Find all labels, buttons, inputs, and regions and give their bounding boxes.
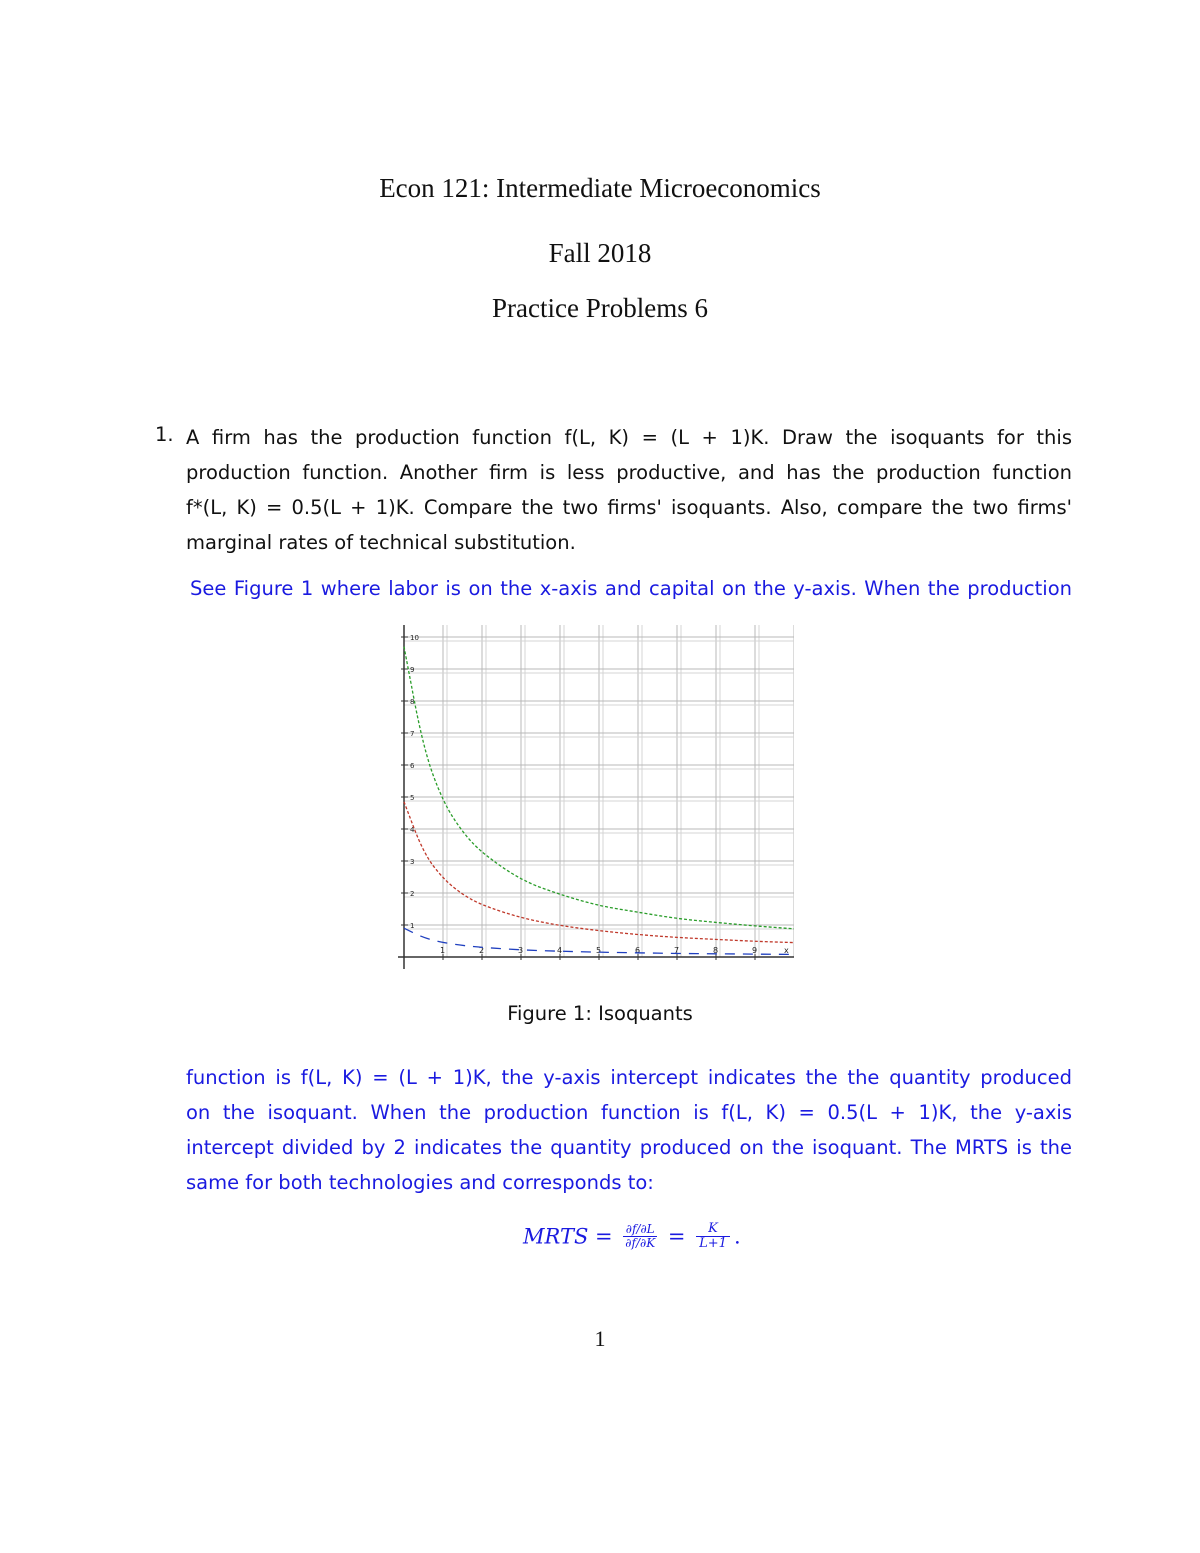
problem-line: A firm has the production function f(L, K) = (L + 1)K. Draw the isoquants for this bbox=[186, 426, 1072, 449]
x-tick-label: 4 bbox=[557, 946, 563, 955]
answer-line: intercept divided by 2 indicates the quantity produced on the isoquant. The MRTS is the bbox=[186, 1136, 1072, 1159]
mrts-equation: MRTS = $\frac{\partial f/\partial L}{\partial f/\partial K}$ = $\frac{K}{L+1}$ . bbox=[523, 1221, 741, 1251]
equation-num2: K bbox=[696, 1222, 730, 1237]
answer-lead bbox=[190, 571, 1072, 606]
equation-num1: ∂f/∂L bbox=[623, 1223, 657, 1237]
page-number: 1 bbox=[594, 1326, 606, 1351]
answer-line: function is f(L, K) = (L + 1)K, the y-axis intercept indicates the the quantity produced bbox=[186, 1066, 1072, 1089]
document-title: Practice Problems 6 bbox=[492, 293, 708, 323]
answer-line: See Figure 1 where labor is on the x-axis and capital on the y-axis. When the production bbox=[190, 577, 1072, 600]
y-tick-label: 4 bbox=[410, 826, 415, 834]
x-tick-label: 3 bbox=[518, 946, 524, 955]
y-tick-label: 9 bbox=[410, 666, 415, 674]
isoquant-chart bbox=[398, 625, 794, 969]
y-tick-label: 1 bbox=[410, 922, 415, 930]
y-tick-label: 8 bbox=[410, 698, 415, 706]
figure-caption: Figure 1: Isoquants bbox=[507, 1002, 693, 1025]
x-tick-label: 7 bbox=[674, 946, 680, 955]
y-tick-label: 7 bbox=[410, 730, 415, 738]
equation-den2: L+1 bbox=[699, 1236, 727, 1251]
y-tick-label: 10 bbox=[410, 634, 419, 642]
answer-body bbox=[186, 1060, 1072, 1200]
x-tick-label: 5 bbox=[596, 946, 602, 955]
y-tick-label: 5 bbox=[410, 794, 415, 802]
x-tick-label: 8 bbox=[713, 946, 719, 955]
answer-line: on the isoquant. When the production function is f(L, K) = 0.5(L + 1)K, the y-axis bbox=[186, 1101, 1072, 1124]
problem-line: production function. Another firm is less productive, and has the production function bbox=[186, 461, 1072, 484]
chart-grid bbox=[404, 625, 794, 957]
x-tick-label: 2 bbox=[479, 946, 485, 955]
x-tick-label: 1 bbox=[440, 946, 446, 955]
equation-lhs: MRTS = bbox=[523, 1224, 613, 1249]
problem-statement bbox=[186, 420, 1072, 560]
y-tick-label: 6 bbox=[410, 762, 415, 770]
problem-number: 1. bbox=[155, 423, 174, 446]
y-tick-label: 3 bbox=[410, 858, 415, 866]
term: Fall 2018 bbox=[548, 238, 652, 268]
problem-line: marginal rates of technical substitution. bbox=[186, 531, 576, 554]
course-title: Econ 121: Intermediate Microeconomics bbox=[379, 173, 821, 203]
x-axis-label: x bbox=[784, 946, 789, 955]
y-tick-label: 2 bbox=[410, 890, 415, 898]
problem-line: f*(L, K) = 0.5(L + 1)K. Compare the two firms' isoquants. Also, compare the two firms' bbox=[186, 496, 1072, 519]
equation-den1: ∂f/∂K bbox=[625, 1236, 656, 1250]
answer-line: same for both technologies and corresponds to: bbox=[186, 1171, 654, 1194]
x-tick-label: 9 bbox=[752, 946, 758, 955]
x-tick-label: 6 bbox=[635, 946, 641, 955]
